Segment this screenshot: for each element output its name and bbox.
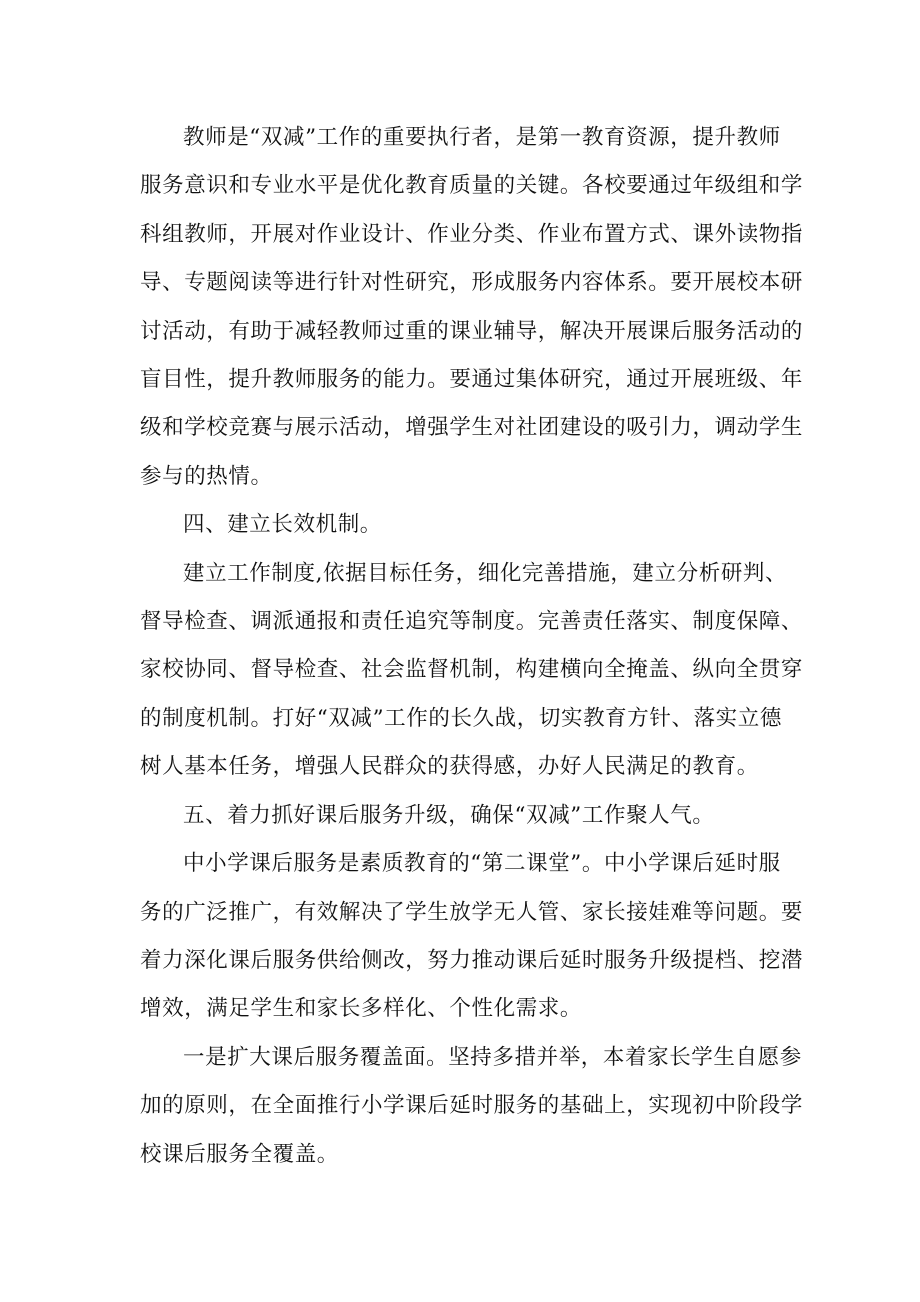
paragraph-work-system <box>140 550 804 792</box>
text-line: 科组教师，开展对作业设计、作业分类、作业布置方式、课外读物指 <box>140 221 804 247</box>
text-line: 级和学校竞赛与展示活动，增强学生对社团建设的吸引力，调动学生 <box>140 415 804 441</box>
text-line: 参与的热情。 <box>140 463 273 489</box>
section-heading-four <box>140 501 796 549</box>
text-line: 务的广泛推广，有效解决了学生放学无人管、家长接娃难等问题。要 <box>140 899 804 925</box>
paragraph-after-school-service <box>140 840 804 1034</box>
document-body <box>140 114 804 1179</box>
text-line: 督导检查、调派通报和责任追究等制度。完善责任落实、制度保障、 <box>140 609 804 635</box>
text-line: 服务意识和专业水平是优化教育质量的关键。各校要通过年级组和学 <box>140 173 804 199</box>
text-line: 树人基本任务，增强人民群众的获得感，办好人民满足的教育。 <box>140 754 759 780</box>
text-line: 的制度机制。打好“双减”工作的长久战，切实教育方针、落实立德 <box>140 705 782 731</box>
text-line: 加的原则，在全面推行小学课后延时服务的基础上，实现初中阶段学 <box>140 1093 804 1119</box>
text-line: 着力深化课后服务供给侧改，努力推动课后延时服务升级提档、挖潜 <box>140 947 804 973</box>
text-line: 建立工作制度,依据目标任务，细化完善措施，建立分析研判、 <box>183 560 788 586</box>
text-line: 讨活动，有助于减轻教师过重的课业辅导，解决开展课后服务活动的 <box>140 318 804 344</box>
text-line: 中小学课后服务是素质教育的“第二课堂”。中小学课后延时服 <box>183 851 781 877</box>
text-line: 家校协同、督导检查、社会监督机制，构建横向全掩盖、纵向全贯穿 <box>140 657 804 683</box>
text-line: 盲目性，提升教师服务的能力。要通过集体研究，通过开展班级、年 <box>140 367 804 393</box>
section-heading-five <box>140 792 796 840</box>
text-line: 四、建立长效机制。 <box>183 512 382 538</box>
text-line: 五、着力抓好课后服务升级，确保“双减”工作聚人气。 <box>183 802 715 828</box>
text-line: 一是扩大课后服务覆盖面。坚持多措并举，本着家长学生自愿参 <box>183 1044 802 1070</box>
text-line: 导、专题阅读等进行针对性研究，形成服务内容体系。要开展校本研 <box>140 270 804 296</box>
text-line: 校课后服务全覆盖。 <box>140 1141 339 1167</box>
paragraph-coverage <box>140 1034 804 1179</box>
text-line: 增效，满足学生和家长多样化、个性化需求。 <box>140 996 583 1022</box>
paragraph-teachers-role <box>140 114 804 501</box>
text-line: 教师是“双减”工作的重要执行者，是第一教育资源，提升教师 <box>183 125 781 150</box>
